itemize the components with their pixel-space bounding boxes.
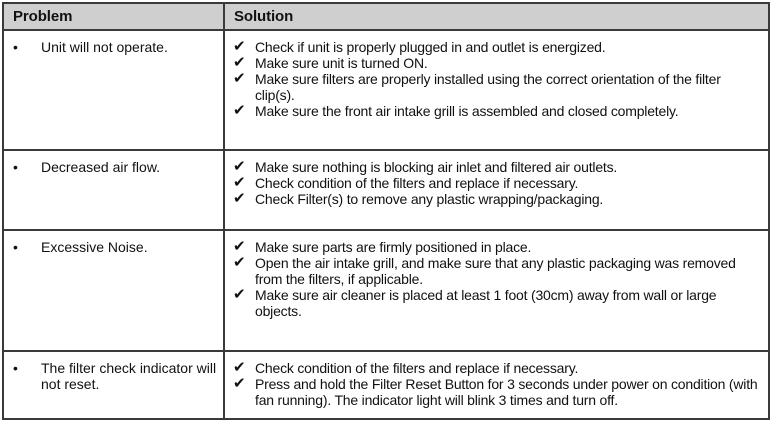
problem-text: The filter check indicator will not reset. (41, 360, 217, 392)
list-item (233, 255, 760, 287)
list-item (233, 191, 760, 207)
problem-cell (3, 150, 224, 230)
bullet-icon: • (13, 239, 18, 255)
solution-text: Make sure parts are firmly positioned in place. (255, 239, 532, 255)
solution-column-header: Solution (224, 3, 769, 30)
solution-text: Check condition of the filters and replace if necessary. (255, 360, 579, 376)
solution-cell (224, 351, 769, 419)
solution-list (233, 239, 760, 319)
checkmark-icon: ✔ (233, 158, 246, 175)
bullet-icon: • (13, 39, 18, 55)
solution-cell (224, 30, 769, 150)
solution-text: Open the air intake grill, and make sure that any plastic packaging was removed from the filters, if applicable. (255, 255, 736, 287)
problem-text: Decreased air flow. (41, 159, 161, 175)
list-item (233, 159, 760, 175)
checkmark-icon: ✔ (233, 238, 246, 255)
problem-text: Unit will not operate. (41, 39, 168, 55)
list-item (233, 239, 760, 255)
solution-text: Check condition of the filters and replace if necessary. (255, 175, 579, 191)
table-header-row (3, 3, 769, 30)
list-item (233, 71, 760, 103)
bullet-icon: • (13, 159, 18, 175)
solution-list (233, 159, 760, 207)
checkmark-icon: ✔ (233, 38, 246, 55)
solution-text: Make sure nothing is blocking air inlet and filtered air outlets. (255, 159, 618, 175)
checkmark-icon: ✔ (233, 359, 246, 376)
solution-text: Press and hold the Filter Reset Button for 3 seconds under power on condition (with fan running). The indicator light will blink 3 times and turn off. (255, 376, 758, 408)
solution-list (233, 39, 760, 119)
solution-text: Make sure unit is turned ON. (255, 55, 428, 71)
list-item (233, 287, 760, 319)
checkmark-icon: ✔ (233, 102, 246, 119)
list-item (233, 360, 760, 376)
problem-cell (3, 230, 224, 351)
list-item (233, 39, 760, 55)
checkmark-icon: ✔ (233, 54, 246, 71)
solution-cell (224, 230, 769, 351)
solution-list (233, 360, 760, 408)
problem-cell (3, 30, 224, 150)
list-item (233, 55, 760, 71)
checkmark-icon: ✔ (233, 375, 246, 392)
checkmark-icon: ✔ (233, 254, 246, 271)
solution-text: Check Filter(s) to remove any plastic wrapping/packaging. (255, 191, 604, 207)
checkmark-icon: ✔ (233, 190, 246, 207)
solution-text: Make sure filters are properly installed using the correct orientation of the filter clip(s). (255, 71, 721, 103)
list-item (233, 175, 760, 191)
list-item (233, 103, 760, 119)
problem-column-header: Problem (3, 3, 224, 30)
checkmark-icon: ✔ (233, 70, 246, 87)
table-row (3, 230, 769, 351)
solution-text: Make sure air cleaner is placed at least 1 foot (30cm) away from wall or large objects. (255, 287, 717, 319)
checkmark-icon: ✔ (233, 286, 246, 303)
troubleshooting-table (2, 2, 770, 420)
list-item (233, 376, 760, 408)
solution-text: Make sure the front air intake grill is assembled and closed completely. (255, 103, 679, 119)
bullet-icon: • (13, 360, 18, 376)
table-row (3, 150, 769, 230)
table-row (3, 30, 769, 150)
solution-cell (224, 150, 769, 230)
problem-text: Excessive Noise. (41, 239, 148, 255)
solution-text: Check if unit is properly plugged in and outlet is energized. (255, 39, 606, 55)
problem-cell (3, 351, 224, 419)
table-row (3, 351, 769, 419)
checkmark-icon: ✔ (233, 174, 246, 191)
